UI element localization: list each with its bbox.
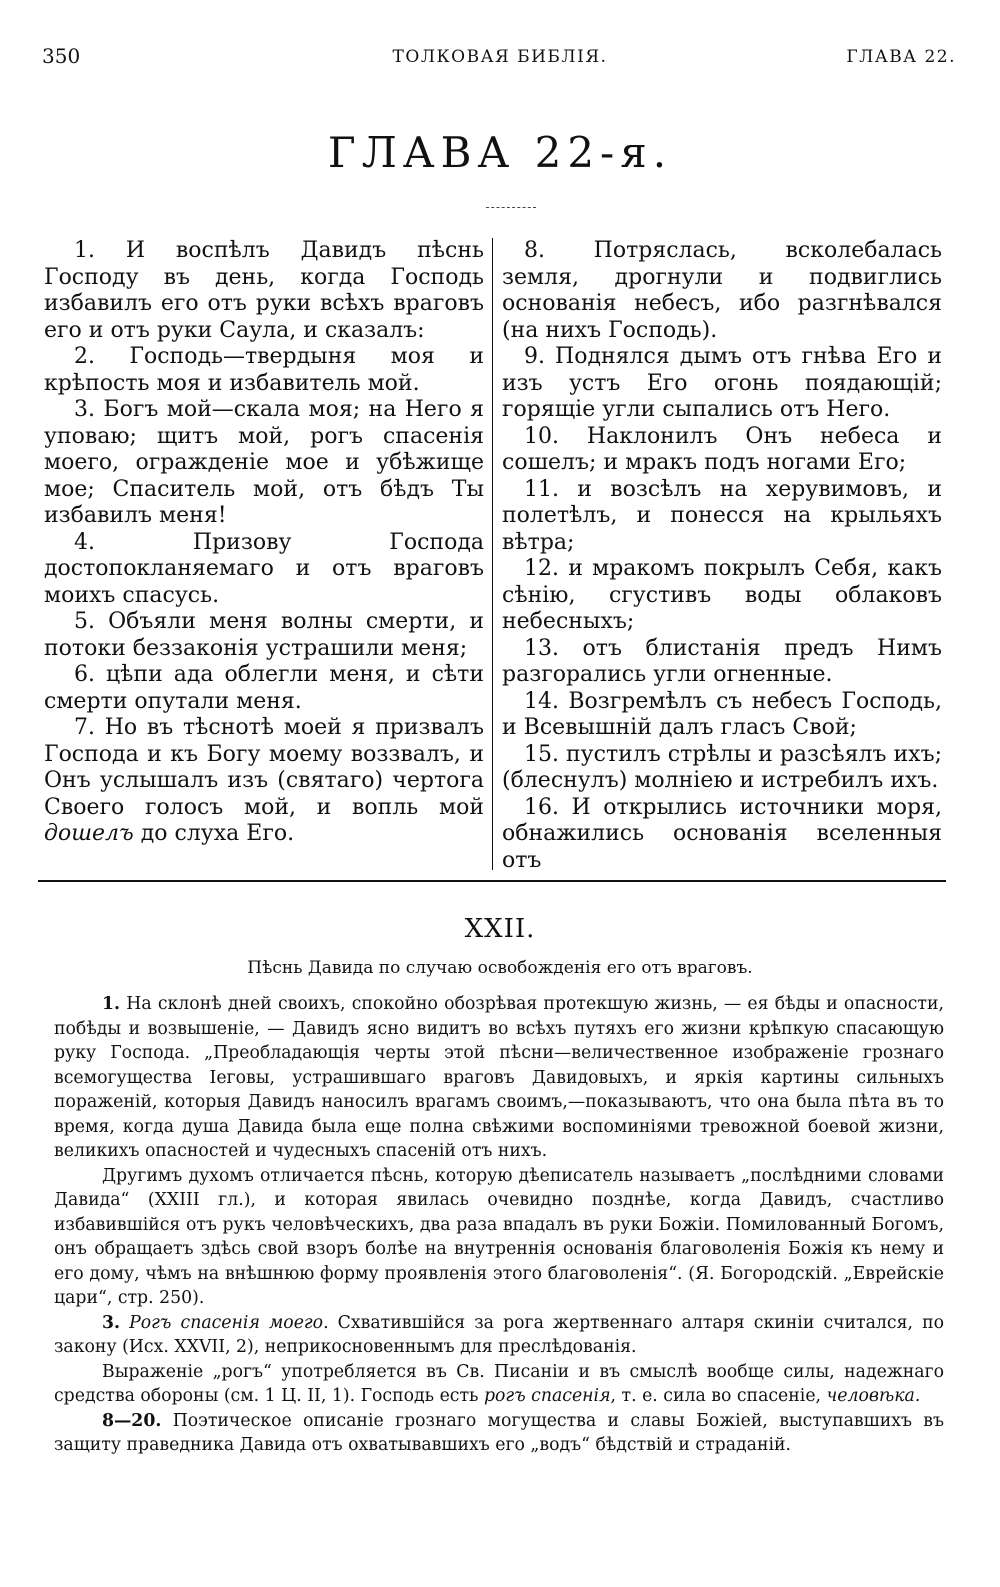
note-text-3: Схватившійся за рога жертвеннаго алтаря скиніи считался, по закону (Исх. XXVII, 2), неприкосновеннымъ для преслѣдованія. (54, 1312, 944, 1357)
verse-16: 16. И открылись источники моря, обнажились основанія вселенныя отъ (502, 794, 942, 873)
commentary-body (54, 992, 944, 1458)
column-divider (492, 238, 493, 870)
verse-10: 10. Наклонилъ Онъ небеса и сошелъ; и мракъ подъ ногами Его; (502, 423, 942, 475)
commentary-paragraph-1 (54, 992, 944, 1164)
verse-6: 6. цѣпи ада облегли меня, и сѣти смерти опутали меня. (44, 662, 484, 714)
note-number-3: 3. (102, 1312, 121, 1333)
verse-15: 15. пустилъ стрѣлы и разсѣялъ ихъ; (блеснулъ) молніею и истребилъ ихъ. (502, 741, 942, 793)
note-text-4b: , т. е. сила во спасеніе, (610, 1386, 827, 1406)
running-header (0, 44, 1000, 74)
verse-9: 9. Поднялся дымъ отъ гнѣва Его и изъ устъ Его огонь поядающій; горящіе угли сыпались отъ Него. (502, 344, 942, 422)
commentary-paragraph-2: Другимъ духомъ отличается пѣснь, которую дѣеписатель называетъ „послѣдними словами Давида“ (XXIII гл.), и которая явилась очевидно позднѣе, когда Давидъ, счастливо избавившійся отъ рукъ человѣческихъ, два раза впадалъ въ руки Божіи. Помилованный Богомъ, онъ обращаетъ здѣсь свой взоръ болѣе на внутреннія основанія благоволенія Божія къ нему и его дому, чѣмъ на внѣшнюю форму проявленія этого благоволенія“. (Я. Богородскій. „Еврейскіе цари“, стр. 250). (54, 1165, 944, 1308)
right-column (502, 238, 942, 874)
commentary-section-number: XXII. (464, 914, 536, 944)
horizontal-rule (38, 880, 946, 882)
verse-8: 8. Потряслась, всколебалась земля, дрогнули и подвиглись основанія небесъ, ибо разгнѣвался (на нихъ Господь). (502, 238, 942, 343)
commentary-paragraph-4 (54, 1360, 944, 1409)
verse-1: 1. И воспѣлъ Давидъ пѣснь Господу въ день, когда Господь избавилъ его отъ руки всѣхъ враговъ его и отъ руки Саула, и сказалъ: (44, 238, 484, 343)
left-column (44, 238, 484, 848)
running-chapter-label: ГЛАВА 22. (846, 47, 956, 67)
verse-13: 13. отъ блистанія предъ Нимъ разгорались угли огненные. (502, 635, 942, 687)
note-number-5: 8—20. (102, 1410, 162, 1431)
verse-3: 3. Богъ мой—скала моя; на Него я уповаю; щитъ мой, рогъ спасенія моего, огражденіе мое и убѣжище мое; Спаситель мой, отъ бѣдъ Ты избавилъ меня! (44, 397, 484, 528)
verse-columns (38, 238, 958, 873)
verse-7-end: до слуха Его. (133, 821, 295, 846)
book-title: ТОЛКОВАЯ БИБЛІЯ. (392, 47, 608, 67)
verse-7-italic: дошелъ (44, 821, 134, 846)
note-italic-4b: человѣка. (826, 1386, 921, 1406)
verse-12: 12. и мракомъ покрылъ Себя, какъ сѣнію, сгустивъ воды облаковъ небесныхъ; (502, 556, 942, 634)
page-number: 350 (42, 44, 81, 68)
verse-2: 2. Господь—твердыня моя и крѣпость моя и избавитель мой. (44, 344, 484, 396)
verse-7 (44, 715, 484, 848)
verse-5: 5. Объяли меня волны смерти, и потоки беззаконія устрашили меня; (44, 609, 484, 661)
note-text-1: На склонѣ дней своихъ, спокойно обозрѣвая протекшую жизнь, — ея бѣды и опасности, побѣды и возвышеніе, — Давидъ ясно видитъ во всѣхъ путяхъ его жизни крѣпкую спасающую руку Господа. „Преобладающія черты этой пѣсни—величественное изображеніе грознаго всемогущества Іеговы, устрашившаго враговъ Давидовыхъ, и яркія картины сильныхъ пораженій, которыя Давидъ наносилъ врагамъ своимъ,—показываютъ, что она была пѣта въ то время, когда душа Давида была еще полна свѣжими воспоминіями тревожной боевой жизни, великихъ опасностей и чудесныхъ спасеній отъ нихъ. (54, 994, 944, 1161)
note-text-4a: Выраженіе „рогъ“ употребляется въ Св. Писаніи и въ смыслѣ вообще силы, надежнаго средства обороны (см. 1 Ц. II, 1). Господь есть (54, 1361, 944, 1406)
verse-4: 4. Призову Господа достопокланяемаго и отъ враговъ моихъ спасусь. (44, 529, 484, 608)
chapter-heading: ГЛАВА 22-я. (327, 128, 673, 177)
commentary-paragraph-3 (54, 1311, 944, 1360)
commentary-subtitle: Пѣснь Давида по случаю освобожденія его отъ враговъ. (247, 958, 753, 978)
verse-7-text: 7. Но въ тѣснотѣ моей я призвалъ Господа и къ Богу моему воззвалъ, и Онъ услышалъ изъ (святаго) чертога Своего голосъ мой, и вопль мой (44, 715, 484, 820)
title-ornament (486, 207, 536, 208)
note-text-5: Поэтическое описаніе грознаго могущества и славы Божіей, выступавшихъ въ защиту праведника Давида отъ охватывавшихъ его „водъ“ бѣдствій и страданій. (54, 1410, 944, 1455)
commentary-paragraph-5 (54, 1409, 944, 1458)
note-number-1: 1. (102, 994, 121, 1014)
verse-11: 11. и возсѣлъ на херувимовъ, и полетѣлъ, и понесся на крыльяхъ вѣтра; (502, 476, 942, 555)
note-italic-4a: рогъ спасенія (483, 1386, 611, 1406)
note-lemma-3: Рогъ спасенія моего. (129, 1312, 329, 1333)
verse-14: 14. Возгремѣлъ съ небесъ Господь, и Всевышній далъ гласъ Свой; (502, 688, 942, 740)
